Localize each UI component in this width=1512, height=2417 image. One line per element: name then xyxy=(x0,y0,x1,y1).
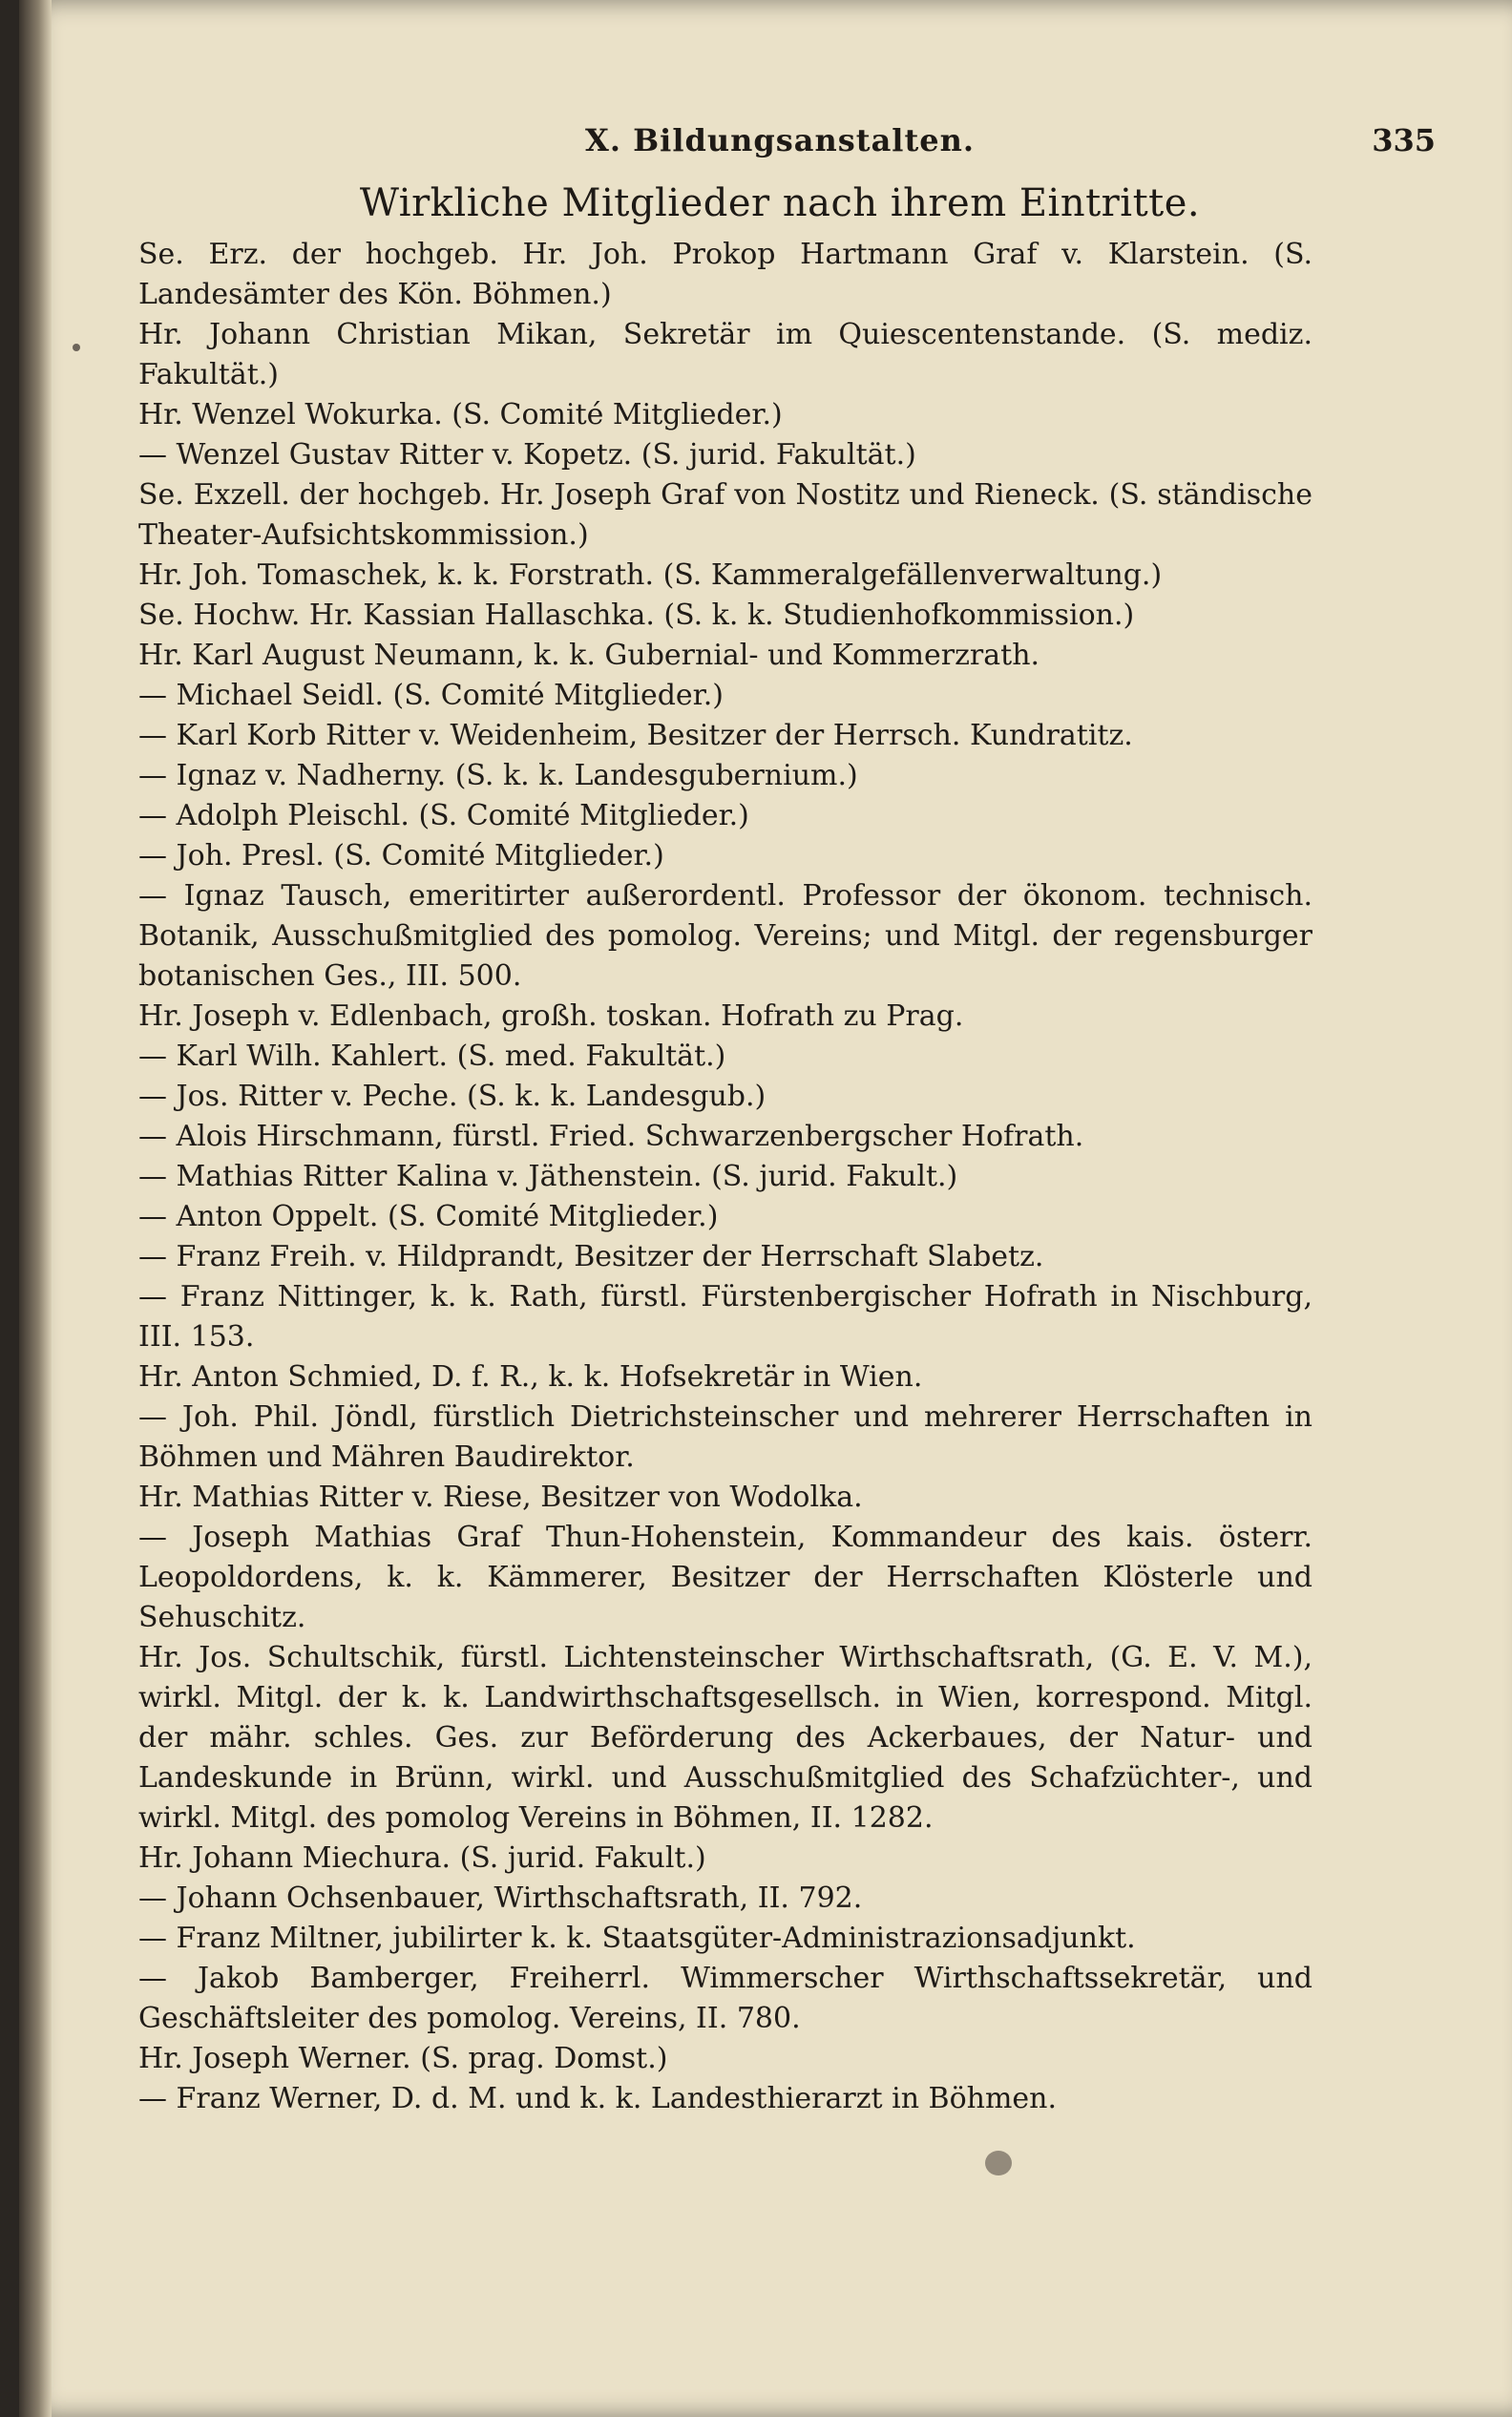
member-list xyxy=(138,235,1312,2119)
chapter-title: X. Bildungsanstalten. xyxy=(585,122,975,158)
page-gutter xyxy=(19,0,52,2417)
member-entry: — Joseph Mathias Graf Thun-Hohenstein, Kommandeur des kais. österr. Leopoldordens, k. k. Kämmerer, Besitzer der Herrschaften Klösterle und Sehuschitz. xyxy=(138,1521,1312,1634)
member-entry: — Wenzel Gustav Ritter v. Kopetz. (S. jurid. Fakultät.) xyxy=(138,438,916,472)
member-entry: — Jos. Ritter v. Peche. (S. k. k. Landesgub.) xyxy=(138,1080,766,1113)
member-entry: — Adolph Pleischl. (S. Comité Mitglieder.) xyxy=(138,799,749,832)
member-entry: Hr. Wenzel Wokurka. (S. Comité Mitglieder.) xyxy=(138,398,783,431)
member-entry: — Ignaz v. Nadherny. (S. k. k. Landesgubernium.) xyxy=(138,759,858,792)
member-entry: — Anton Oppelt. (S. Comité Mitglieder.) xyxy=(138,1200,719,1233)
member-entry: — Franz Nittinger, k. k. Rath, fürstl. Fürstenbergischer Hofrath in Nischburg, III. 153. xyxy=(138,1280,1312,1354)
member-entry: — Joh. Presl. (S. Comité Mitglieder.) xyxy=(138,839,664,872)
member-entry: Se. Exzell. der hochgeb. Hr. Joseph Graf von Nostitz und Rieneck. (S. ständische Theater-Aufsichtskommission.) xyxy=(138,478,1312,552)
member-entry: Hr. Joseph v. Edlenbach, großh. toskan. Hofrath zu Prag. xyxy=(138,999,964,1033)
ink-stain xyxy=(985,2151,1012,2175)
member-entry: — Karl Wilh. Kahlert. (S. med. Fakultät.) xyxy=(138,1040,726,1073)
member-entry: — Franz Freih. v. Hildprandt, Besitzer der Herrschaft Slabetz. xyxy=(138,1240,1044,1273)
member-entry: — Michael Seidl. (S. Comité Mitglieder.) xyxy=(138,679,724,712)
member-entry: — Jakob Bamberger, Freiherrl. Wimmerscher Wirthschaftssekretär, und Geschäftsleiter des pomolog. Vereins, II. 780. xyxy=(138,1962,1312,2035)
page-number: 335 xyxy=(1372,122,1436,158)
section-heading: Wirkliche Mitglieder nach ihrem Eintritte. xyxy=(359,181,1201,225)
running-head xyxy=(124,122,1436,164)
member-entry: Hr. Johann Christian Mikan, Sekretär im Quiescentenstande. (S. mediz. Fakultät.) xyxy=(138,318,1312,391)
member-entry: Hr. Johann Miechura. (S. jurid. Fakult.) xyxy=(138,1841,706,1875)
member-entry: — Karl Korb Ritter v. Weidenheim, Besitzer der Herrsch. Kundratitz. xyxy=(138,719,1133,752)
book-page xyxy=(19,0,1512,2417)
member-entry: Hr. Karl August Neumann, k. k. Gubernial- und Kommerzrath. xyxy=(138,639,1040,672)
member-entry: Hr. Anton Schmied, D. f. R., k. k. Hofsekretär in Wien. xyxy=(138,1360,923,1394)
member-entry: Hr. Joseph Werner. (S. prag. Domst.) xyxy=(138,2042,668,2075)
member-entry: Hr. Jos. Schultschik, fürstl. Lichtensteinscher Wirthschaftsrath, (G. E. V. M.), wirkl. Mitgl. der k. k. Landwirthschaftsgesellsch. in Wien, korrespond. Mitgl. der mähr. schles. Ges. zur Beförderung des Ackerbaues, der Natur- und Landeskunde in Brünn, wirkl. und Ausschußmitglied des Schafzüchter-, und wirkl. Mitgl. des pomolog Vereins in Böhmen, II. 1282. xyxy=(138,1641,1312,1835)
member-entry: — Alois Hirschmann, fürstl. Fried. Schwarzenbergscher Hofrath. xyxy=(138,1120,1084,1153)
member-entry: Hr. Joh. Tomaschek, k. k. Forstrath. (S. Kammeralgefällenverwaltung.) xyxy=(138,558,1163,592)
member-entry: — Mathias Ritter Kalina v. Jäthenstein. (S. jurid. Fakult.) xyxy=(138,1160,958,1193)
member-entry: — Ignaz Tausch, emeritirter außerordentl. Professor der ökonom. technisch. Botanik, Ausschußmitglied des pomolog. Vereins; und Mitgl. der regensburger botanischen Ges., III. 500. xyxy=(138,879,1312,993)
paper-speck xyxy=(73,344,80,351)
member-entry: Se. Hochw. Hr. Kassian Hallaschka. (S. k. k. Studienhofkommission.) xyxy=(138,599,1135,632)
member-entry: Hr. Mathias Ritter v. Riese, Besitzer von Wodolka. xyxy=(138,1481,863,1514)
member-entry: — Joh. Phil. Jöndl, fürstlich Dietrichsteinscher und mehrerer Herrschaften in Böhmen und Mähren Baudirektor. xyxy=(138,1400,1312,1474)
member-entry: Se. Erz. der hochgeb. Hr. Joh. Prokop Hartmann Graf v. Klarstein. (S. Landesämter des Kön. Böhmen.) xyxy=(138,238,1312,311)
member-entry: — Franz Werner, D. d. M. und k. k. Landesthierarzt in Böhmen. xyxy=(138,2082,1058,2115)
member-entry: — Franz Miltner, jubilirter k. k. Staatsgüter-Administrazionsadjunkt. xyxy=(138,1922,1136,1955)
member-entry: — Johann Ochsenbauer, Wirthschaftsrath, II. 792. xyxy=(138,1881,863,1915)
